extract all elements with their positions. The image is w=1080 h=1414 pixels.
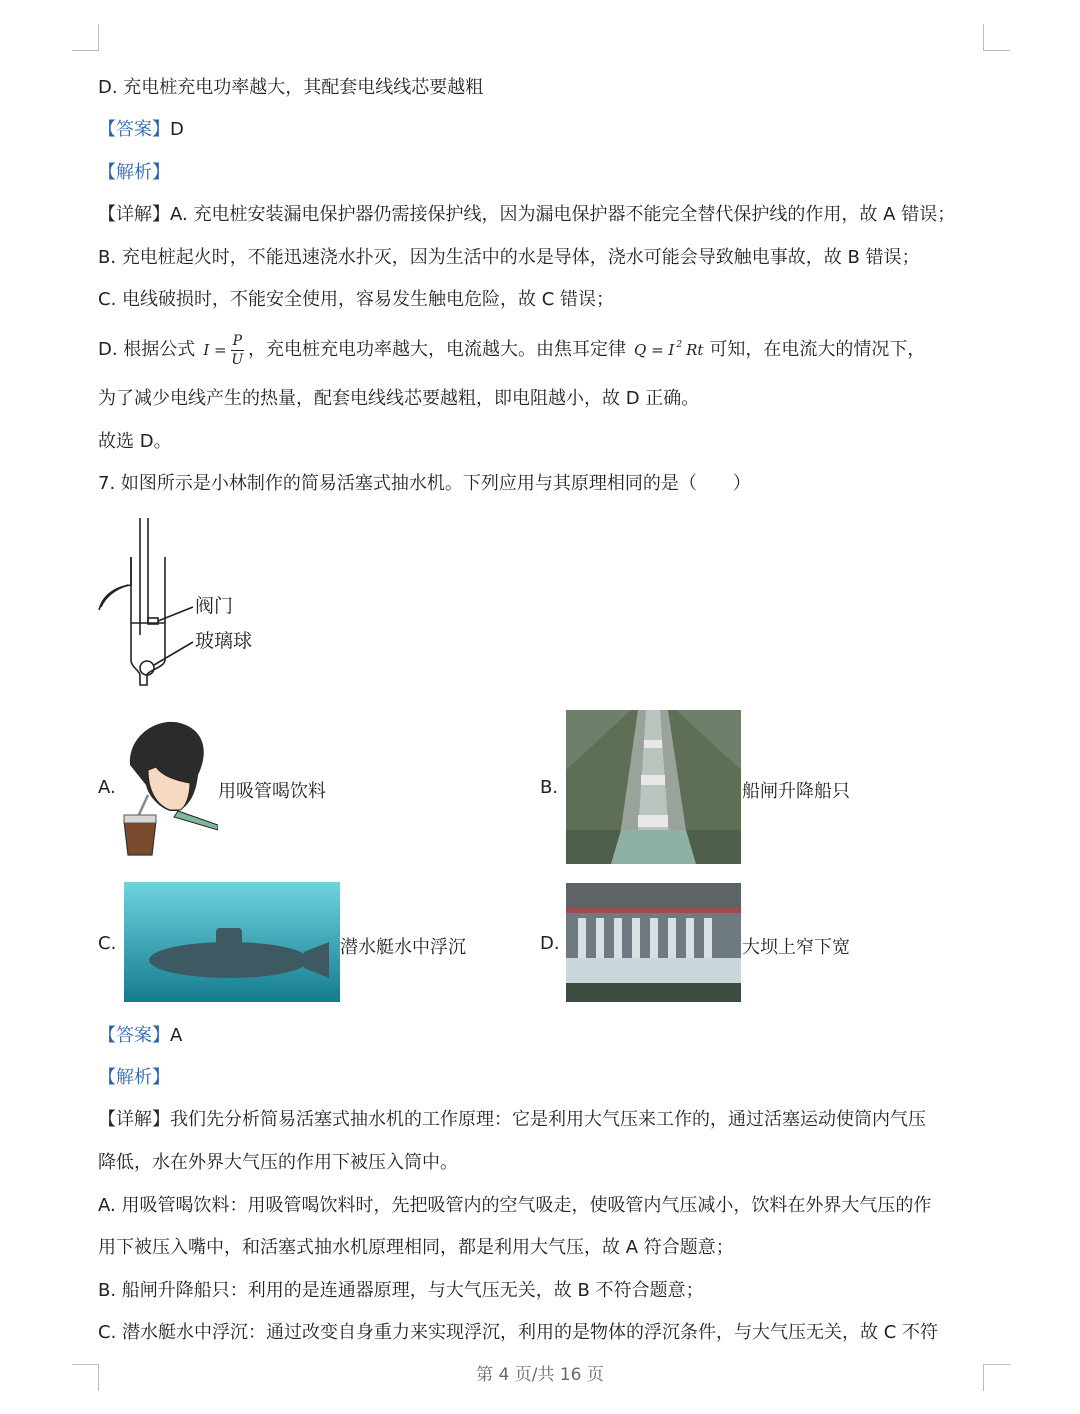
detail2-tag: 【详解】	[98, 1109, 170, 1130]
formula-joule-tail: Rt	[686, 341, 704, 359]
answer-line	[98, 118, 184, 142]
detail-a-text: A. 充电桩安装漏电保护器仍需接保护线，因为漏电保护器不能完全替代保护线的作用，故 A 错误；	[170, 204, 956, 225]
formula-denominator: U	[231, 351, 244, 368]
page-footer: 第 4 页/共 16 页	[476, 1365, 604, 1385]
answer2-tag: 【答案】	[98, 1025, 170, 1046]
detail-d-continued: 为了减少电线产生的热量，配套电线线芯要越粗，即电阻越小，故 D 正确。	[98, 388, 700, 409]
option-a-image-drinking	[118, 715, 218, 860]
option-d-text: D. 充电桩充电功率越大，其配套电线线芯要越粗	[98, 77, 484, 98]
option-d-label: D.	[540, 933, 560, 954]
option-c-text: 潜水艇水中浮沉	[340, 937, 466, 958]
option-c-label: C.	[98, 933, 117, 954]
answer2-value: A	[170, 1025, 183, 1046]
choose-line: 故选 D。	[98, 431, 172, 452]
detail2-line2: 降低，水在外界大气压的作用下被压入筒中。	[98, 1152, 458, 1173]
detail2-text1: 我们先分析简易活塞式抽水机的工作原理：它是利用大气压来工作的，通过活塞运动使筒内气压	[170, 1109, 926, 1130]
detail-d-part3: 可知，在电流大的情况下，	[709, 339, 926, 360]
corner-mark-top-left	[72, 24, 99, 51]
formula-joule: Q = I	[634, 341, 675, 359]
option-c-image-submarine	[124, 882, 340, 1002]
formula-numerator: P	[232, 332, 242, 349]
analysis-tag: 【解析】	[98, 162, 170, 183]
label-ball: 玻璃球	[195, 630, 253, 652]
detail-d-line	[98, 328, 925, 372]
option-a-label: A.	[98, 777, 116, 798]
detail-c-text: C. 电线破损时，不能安全使用，容易发生触电危险，故 C 错误；	[98, 289, 615, 310]
answer-tag: 【答案】	[98, 119, 170, 140]
label-valve: 阀门	[195, 595, 234, 617]
answer2-line	[98, 1024, 182, 1048]
formula-current-lhs: I =	[203, 341, 227, 359]
question-7: 7. 如图所示是小林制作的简易活塞式抽水机。下列应用与其原理相同的是（ ）	[98, 473, 751, 494]
option-d-image-dam	[566, 883, 741, 1002]
detail-tag: 【详解】	[98, 204, 170, 225]
detail-d-part2: ，充电桩充电功率越大，电流越大。由焦耳定律	[248, 339, 626, 360]
answer-value: D	[170, 119, 184, 140]
option-d-text: 大坝上窄下宽	[742, 937, 850, 958]
formula-joule-sup: 2	[676, 340, 683, 350]
option-b-label: B.	[540, 777, 559, 798]
analysis2-tag: 【解析】	[98, 1067, 170, 1088]
option-b-text: 船闸升降船只	[742, 781, 850, 802]
detail-d-part1: D. 根据公式	[98, 339, 196, 360]
detail-b-text: B. 充电桩起火时，不能迅速浇水扑灭，因为生活中的水是导体，浇水可能会导致触电事故，故 B 错误；	[98, 247, 920, 268]
option-b-image-shiplock	[566, 710, 741, 864]
corner-mark-top-right	[983, 24, 1010, 51]
option-a-text: 用吸管喝饮料	[218, 781, 326, 802]
detail2-a1: A. 用吸管喝饮料：用吸管喝饮料时，先把吸管内的空气吸走，使吸管内气压减小，饮料在外界大气压的作	[98, 1195, 932, 1216]
formula-current-fraction	[231, 332, 244, 369]
detail2-b1: B. 船闸升降船只：利用的是连通器原理，与大气压无关，故 B 不符合题意；	[98, 1280, 704, 1301]
detail-a-line	[98, 203, 955, 227]
detail2-a2: 用下被压入嘴中，和活塞式抽水机原理相同，都是利用大气压，故 A 符合题意；	[98, 1237, 734, 1258]
detail2-c1: C. 潜水艇水中浮沉：通过改变自身重力来实现浮沉，利用的是物体的浮沉条件，与大气压无关，故 C 不符	[98, 1322, 939, 1343]
glass-ball	[140, 661, 154, 675]
detail2-line1	[98, 1108, 926, 1132]
piston-pump-figure	[95, 515, 295, 695]
